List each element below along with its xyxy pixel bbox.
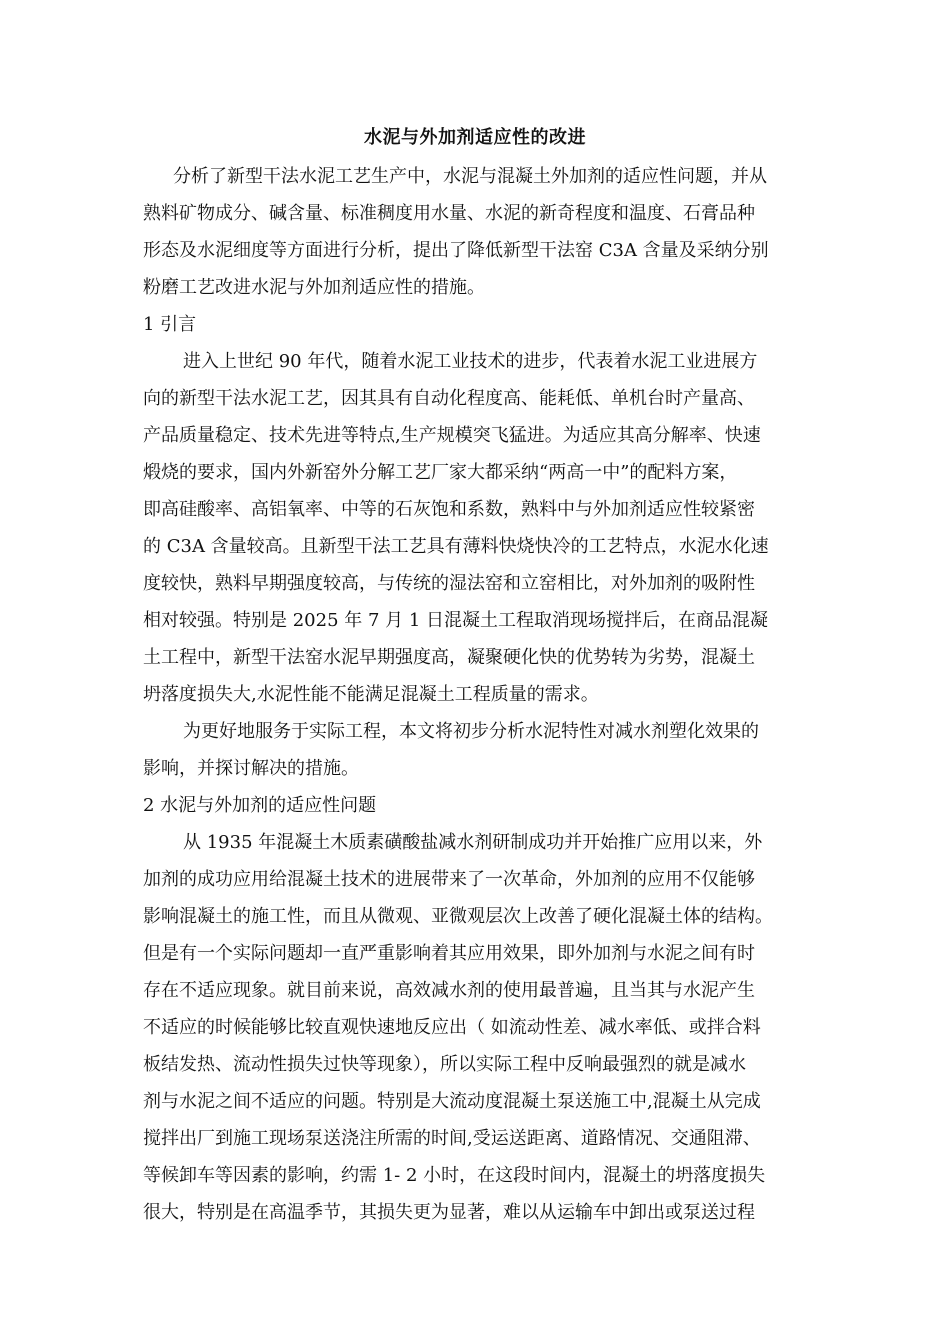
paragraph-line: 但是有一个实际问题却一直严重影响着其应用效果，即外加剂与水泥之间有时	[143, 943, 755, 964]
abstract-line: 粉磨工艺改进水泥与外加剂适应性的措施。	[143, 277, 485, 298]
abstract-line: 分析了新型干法水泥工艺生产中，水泥与混凝土外加剂的适应性问题，并从	[173, 166, 767, 187]
paragraph-line: 等候卸车等因素的影响，约需 1- 2 小时，在这段时间内，混凝土的坍落度损失	[143, 1165, 766, 1186]
section2-paragraph-1	[143, 824, 823, 1231]
paragraph-line: 很大，特别是在高温季节，其损失更为显著，难以从运输车中卸出或泵送过程	[143, 1202, 755, 1223]
paragraph-line: 度较快，熟料早期强度较高，与传统的湿法窑和立窑相比，对外加剂的吸附性	[143, 573, 755, 594]
document-body	[143, 158, 823, 1231]
document-title: 水泥与外加剂适应性的改进	[364, 127, 586, 148]
section-heading-2	[143, 787, 823, 824]
section-heading-text: 2 水泥与外加剂的适应性问题	[143, 795, 377, 816]
paragraph-line: 为更好地服务于实际工程，本文将初步分析水泥特性对减水剂塑化效果的	[183, 721, 759, 742]
paragraph-line: 影响混凝土的施工性，而且从微观、亚微观层次上改善了硬化混凝土体的结构。	[143, 906, 773, 927]
paragraph-line: 进入上世纪 90 年代，随着水泥工业技术的进步，代表着水泥工业进展方	[183, 351, 758, 372]
paragraph-line: 土工程中，新型干法窑水泥早期强度高，凝聚硬化快的优势转为劣势，混凝土	[143, 647, 755, 668]
paragraph-line: 坍落度损失大,水泥性能不能满足混凝土工程质量的需求。	[143, 684, 599, 705]
paragraph-line: 不适应的时候能够比较直观快速地反应出（ 如流动性差、减水率低、或拌合料	[143, 1017, 761, 1038]
paragraph-line: 相对较强。特别是 2025 年 7 月 1 日混凝土工程取消现场搅拌后，在商品混凝	[143, 610, 769, 631]
paragraph-line: 影响，并探讨解决的措施。	[143, 758, 359, 779]
paragraph-line: 煅烧的要求，国内外新窑外分解工艺厂家大都采纳“两高一中”的配料方案，	[143, 462, 738, 483]
paragraph-line: 从 1935 年混凝土木质素磺酸盐减水剂研制成功并开始推广应用以来，外	[183, 832, 763, 853]
section-heading-text: 1 引言	[143, 314, 197, 335]
paragraph-line: 板结发热、流动性损失过快等现象），所以实际工程中反响最强烈的就是减水	[143, 1054, 746, 1075]
paragraph-line: 搅拌出厂到施工现场泵送浇注所需的时间,受运送距离、道路情况、交通阻滞、	[143, 1128, 761, 1149]
section-heading-1	[143, 306, 823, 343]
section1-paragraph-2	[143, 713, 823, 787]
paragraph-line: 存在不适应现象。就目前来说，高效减水剂的使用最普遍，且当其与水泥产生	[143, 980, 755, 1001]
section1-paragraph-1	[143, 343, 823, 713]
paragraph-line: 产品质量稳定、技术先进等特点,生产规模突飞猛进。为适应其高分解率、快速	[143, 425, 761, 446]
paragraph-line: 的 C3A 含量较高。且新型干法工艺具有薄料快烧快冷的工艺特点，水泥水化速	[143, 536, 769, 557]
abstract-paragraph	[143, 158, 823, 306]
abstract-line: 熟料矿物成分、碱含量、标准稠度用水量、水泥的新奇程度和温度、石膏品种	[143, 203, 755, 224]
paragraph-line: 剂与水泥之间不适应的问题。特别是大流动度混凝土泵送施工中,混凝土从完成	[143, 1091, 761, 1112]
abstract-line: 形态及水泥细度等方面进行分析，提出了降低新型干法窑 C3A 含量及采纳分别	[143, 240, 769, 261]
paragraph-line: 向的新型干法水泥工艺，因其具有自动化程度高、能耗低、单机台时产量高、	[143, 388, 755, 409]
paragraph-line: 加剂的成功应用给混凝土技术的进展带来了一次革命，外加剂的应用不仅能够	[143, 869, 755, 890]
paragraph-line: 即高硅酸率、高铝氧率、中等的石灰饱和系数，熟料中与外加剂适应性较紧密	[143, 499, 755, 520]
